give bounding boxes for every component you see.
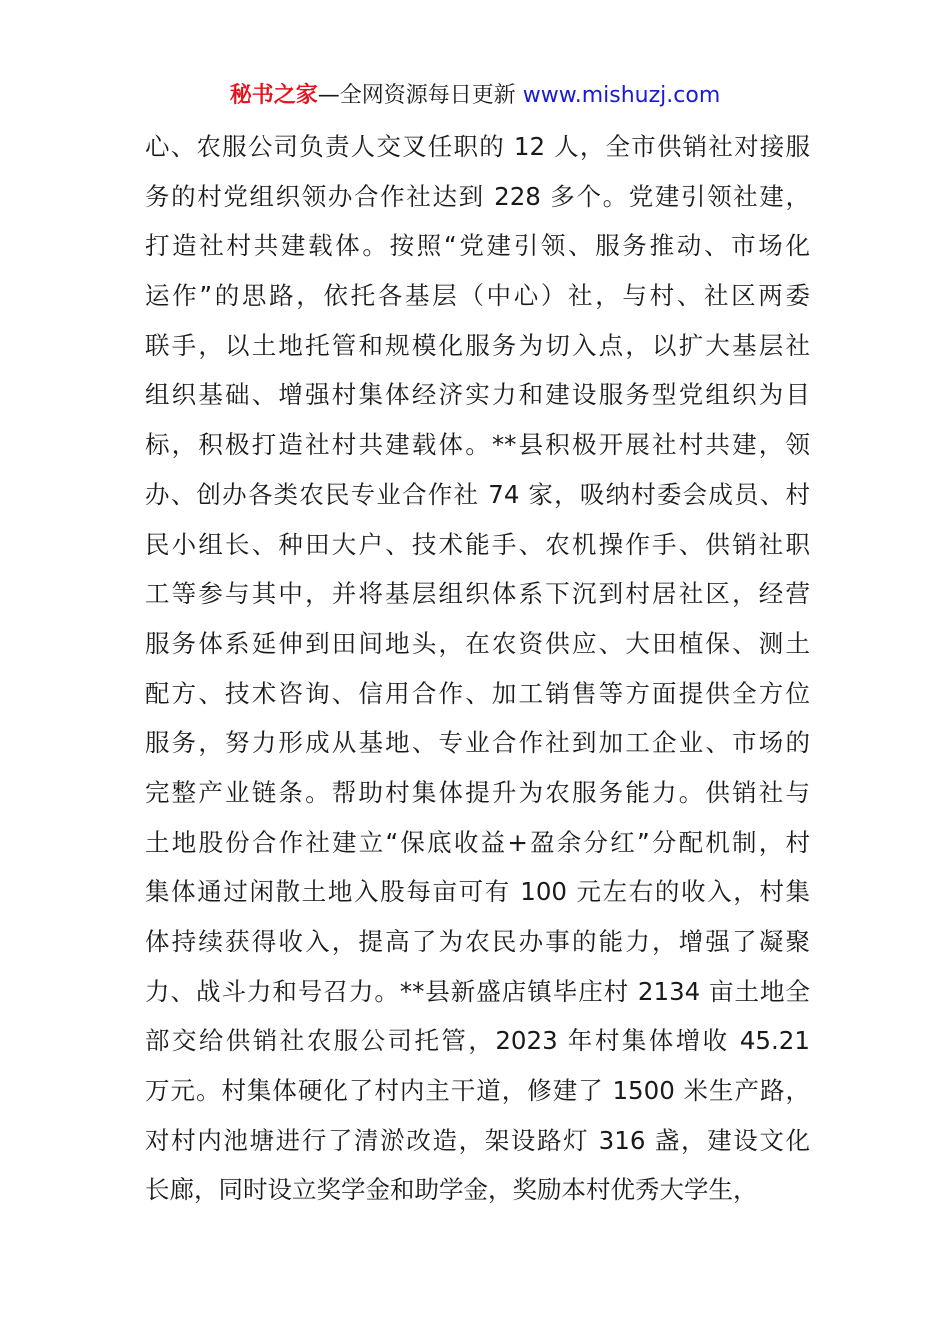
body-line: 完整产业链条。帮助村集体提升为农服务能力。供销社与 (145, 777, 810, 807)
body-line: 标，积极打造社村共建载体。**县积极开展社村共建，领 (145, 430, 810, 460)
body-line: 配方、技术咨询、信用合作、加工销售等方面提供全方位 (145, 678, 810, 708)
body-line: 服务体系延伸到田间地头，在农资供应、大田植保、测土 (145, 628, 810, 658)
body-line: 办、创办各类农民专业合作社 74 家，吸纳村委会成员、村 (145, 479, 810, 509)
body-line: 部交给供销社农服公司托管，2023 年村集体增收 45.21 (145, 1026, 810, 1056)
body-line: 土地股份合作社建立“保底收益+盈余分红”分配机制，村 (145, 827, 810, 857)
body-line: 对村内池塘进行了清淤改造，架设路灯 316 盏，建设文化 (145, 1125, 810, 1155)
body-line: 力、战斗力和号召力。**县新盛店镇毕庄村 2134 亩土地全 (145, 976, 810, 1006)
body-line: 运作”的思路，依托各基层（中心）社，与村、社区两委 (145, 281, 810, 311)
body-line: 工等参与其中，并将基层组织体系下沉到村居社区，经营 (145, 579, 810, 609)
body-line: 长廊，同时设立奖学金和助学金，奖励本村优秀大学生， (145, 1175, 758, 1205)
site-url-link[interactable]: www.mishuzj.com (522, 83, 721, 108)
body-line: 集体通过闲散土地入股每亩可有 100 元左右的收入，村集 (145, 877, 810, 907)
page-header (0, 80, 950, 112)
body-line: 心、农服公司负责人交叉任职的 12 人，全市供销社对接服 (145, 132, 810, 161)
document-body (145, 128, 810, 1221)
body-line: 万元。村集体硬化了村内主干道，修建了 1500 米生产路， (145, 1076, 810, 1106)
site-brand: 秘书之家 (229, 83, 318, 108)
site-tagline: —全网资源每日更新 (317, 83, 516, 108)
body-line: 组织基础、增强村集体经济实力和建设服务型党组织为目 (145, 380, 810, 410)
body-line: 打造社村共建载体。按照“党建引领、服务推动、市场化 (145, 231, 810, 261)
body-line: 务的村党组织领办合作社达到 228 多个。党建引领社建， (145, 181, 810, 211)
body-line: 民小组长、种田大户、技术能手、农机操作手、供销社职 (145, 529, 810, 559)
body-line: 服务，努力形成从基地、专业合作社到加工企业、市场的 (145, 728, 810, 758)
body-line: 体持续获得收入，提高了为农民办事的能力，增强了凝聚 (145, 927, 810, 956)
body-line: 联手，以土地托管和规模化服务为切入点，以扩大基层社 (145, 330, 810, 360)
